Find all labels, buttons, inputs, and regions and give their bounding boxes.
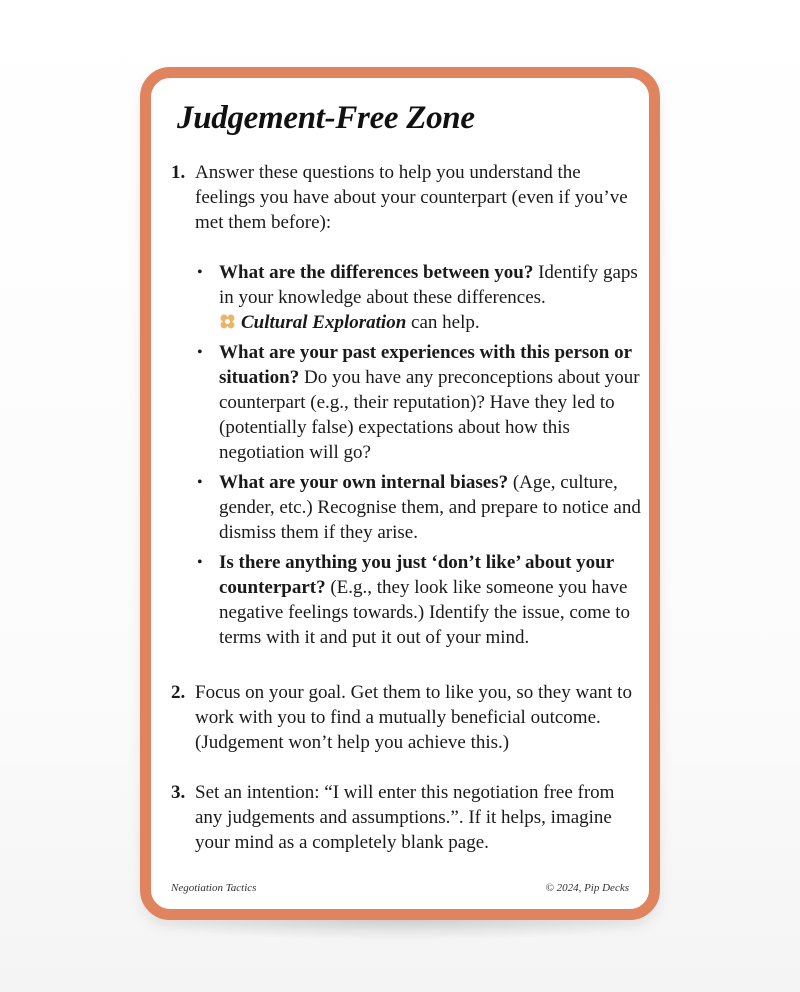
step-body [195, 160, 641, 655]
question-text: (E.g., they look like someone you have negative feelings towards.) Identify the issue, come to terms with it and put it out of your mind. [219, 577, 631, 648]
question-bold: What are your own internal biases? [219, 472, 509, 493]
question-text: Do you have any preconceptions about your counterpart (e.g., their reputation)? Have they led to (potentially false) expectations about how this negotiation will go? [219, 367, 640, 463]
step-text: Focus on your goal. Get them to like you, so they want to work with you to find a mutually beneficial outcome. (Judgement won’t help you achieve this.) [195, 682, 632, 753]
question-bold: Is there anything you just ‘don’t like’ about your counterpart? [219, 552, 614, 598]
question-text: (Age, culture, gender, etc.) Recognise them, and prepare to notice and dismiss them if they arise. [219, 472, 641, 543]
footer-copyright: © 2024, Pip Decks [545, 882, 629, 894]
step-1 [171, 160, 641, 655]
step-3 [171, 780, 641, 855]
step-2 [171, 680, 641, 755]
reference-name: Cultural Exploration [241, 312, 407, 333]
question-bold: What are your past experiences with this person or situation? [219, 342, 632, 388]
step-text: Set an intention: “I will enter this negotiation free from any judgements and assumptions.”. If it helps, imagine your mind as a completely blank page. [195, 782, 615, 853]
step-text: Answer these questions to help you understand the feelings you have about your counterpart (even if you’ve met them before): [195, 162, 628, 233]
step-number: 3. [171, 782, 186, 803]
question-text: Identify gaps in your knowledge about these differences. [219, 262, 638, 308]
cultural-exploration-icon [219, 313, 236, 330]
list-item [195, 340, 641, 465]
step-number: 1. [171, 162, 186, 183]
card-title: Judgement-Free Zone [177, 100, 475, 136]
step-number: 2. [171, 682, 186, 703]
footer-deck-name: Negotiation Tactics [171, 882, 257, 894]
list-item [195, 550, 641, 650]
question-bold: What are the differences between you? [219, 262, 534, 283]
card-content [171, 160, 641, 880]
list-item [195, 260, 641, 335]
question-list [195, 260, 641, 650]
tactic-card [140, 67, 660, 920]
reference-suffix: can help. [406, 312, 480, 333]
list-item [195, 470, 641, 545]
